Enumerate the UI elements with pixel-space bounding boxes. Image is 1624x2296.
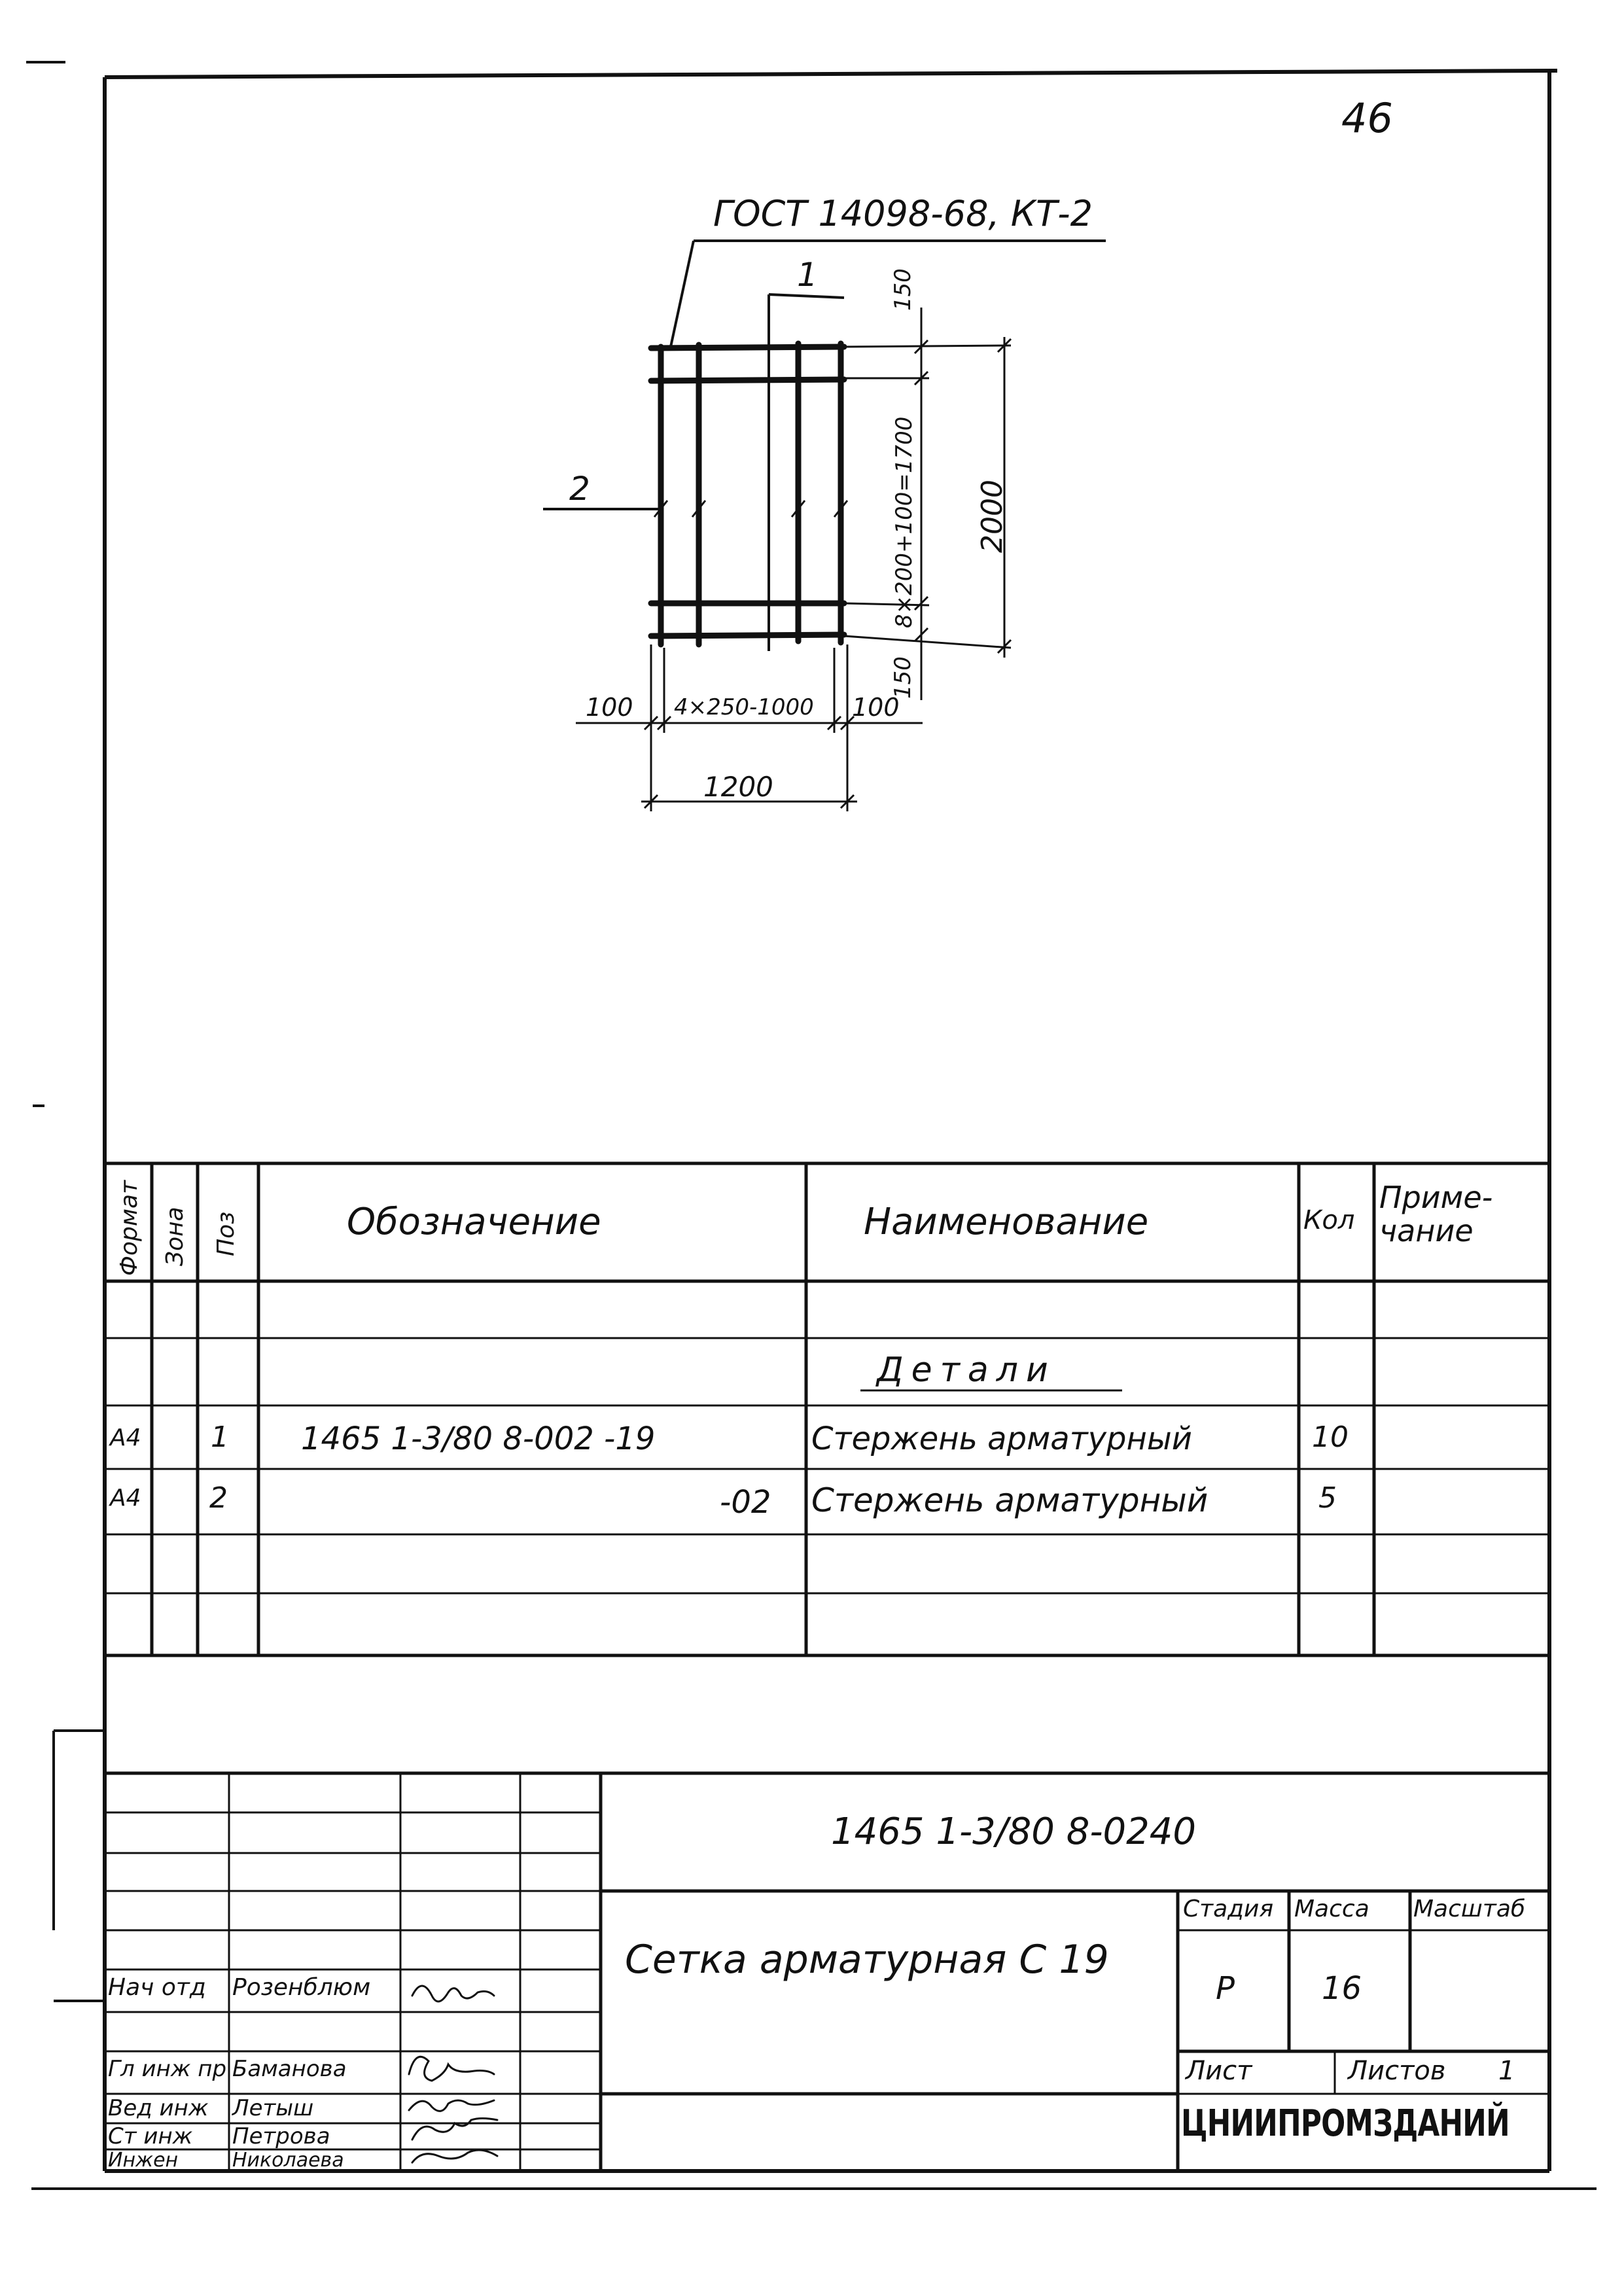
row2-position: 2 xyxy=(209,1481,228,1515)
document-code: 1465 1-3/80 8-0240 xyxy=(831,1810,1197,1853)
dimension-vertical-span: 8×200+100=1700 xyxy=(891,416,917,628)
sheets-count: 1 xyxy=(1498,2056,1515,2086)
header-format: Формат xyxy=(116,1180,143,1276)
sheet-label: Лист xyxy=(1186,2056,1252,2086)
header-quantity: Кол xyxy=(1303,1205,1355,1235)
sheets-label: Листов xyxy=(1348,2056,1446,2086)
mass-label: Масса xyxy=(1294,1896,1369,1922)
product-title: Сетка арматурная С 19 xyxy=(625,1937,1109,1983)
signature-name-5: Николаева xyxy=(232,2149,344,2172)
organization-name: ЦНИИПРОМЗДАНИЙ xyxy=(1181,2102,1509,2145)
signature-role-3: Вед инж xyxy=(108,2095,209,2121)
signature-name-2: Баманова xyxy=(232,2056,347,2082)
mass-value: 16 xyxy=(1322,1970,1362,2007)
sheet-number: 46 xyxy=(1341,94,1393,142)
header-note: Приме- чание xyxy=(1379,1180,1493,1248)
signature-role-1: Нач отд xyxy=(108,1974,206,2001)
signature-name-4: Петрова xyxy=(232,2123,330,2149)
row2-format: А4 xyxy=(110,1485,141,1511)
signature-role-2: Гл инж пр xyxy=(108,2056,227,2082)
dimension-left-100: 100 xyxy=(586,693,633,722)
dimension-top-150: 150 xyxy=(890,268,916,311)
gost-label: ГОСТ 14098-68, КТ-2 xyxy=(713,193,1093,234)
scale-label: Масштаб xyxy=(1413,1896,1526,1922)
signature-role-5: Инжен xyxy=(108,2149,179,2172)
signature-role-4: Ст инж xyxy=(108,2123,193,2149)
row1-format: А4 xyxy=(110,1424,141,1451)
section-title-details: Детали xyxy=(877,1351,1056,1390)
dimension-total-height: 2000 xyxy=(976,480,1009,553)
stage-label: Стадия xyxy=(1183,1896,1274,1922)
header-zone: Зона xyxy=(162,1207,188,1266)
row1-name: Стержень арматурный xyxy=(811,1421,1192,1457)
callout-position-2: 2 xyxy=(569,470,590,508)
dimension-bottom-150: 150 xyxy=(890,656,916,699)
stage-value: Р xyxy=(1216,1970,1235,2007)
header-position: Поз xyxy=(213,1211,239,1256)
row2-quantity: 5 xyxy=(1318,1481,1337,1515)
dimension-right-100: 100 xyxy=(852,693,900,722)
signature-name-3: Летыш xyxy=(232,2095,314,2121)
header-designation: Обозначение xyxy=(347,1201,601,1243)
dimension-middle-span: 4×250-1000 xyxy=(674,694,814,720)
row2-name: Стержень арматурный xyxy=(811,1481,1209,1519)
callout-position-1: 1 xyxy=(797,256,818,294)
row1-quantity: 10 xyxy=(1312,1421,1349,1454)
row1-position: 1 xyxy=(211,1421,229,1454)
header-name: Наименование xyxy=(864,1201,1149,1243)
row1-designation: 1465 1-3/80 8-002 -19 xyxy=(301,1421,656,1457)
row2-designation: -02 xyxy=(720,1484,771,1521)
dimension-total-width: 1200 xyxy=(703,771,773,803)
signature-name-1: Розенблюм xyxy=(232,1974,371,2001)
